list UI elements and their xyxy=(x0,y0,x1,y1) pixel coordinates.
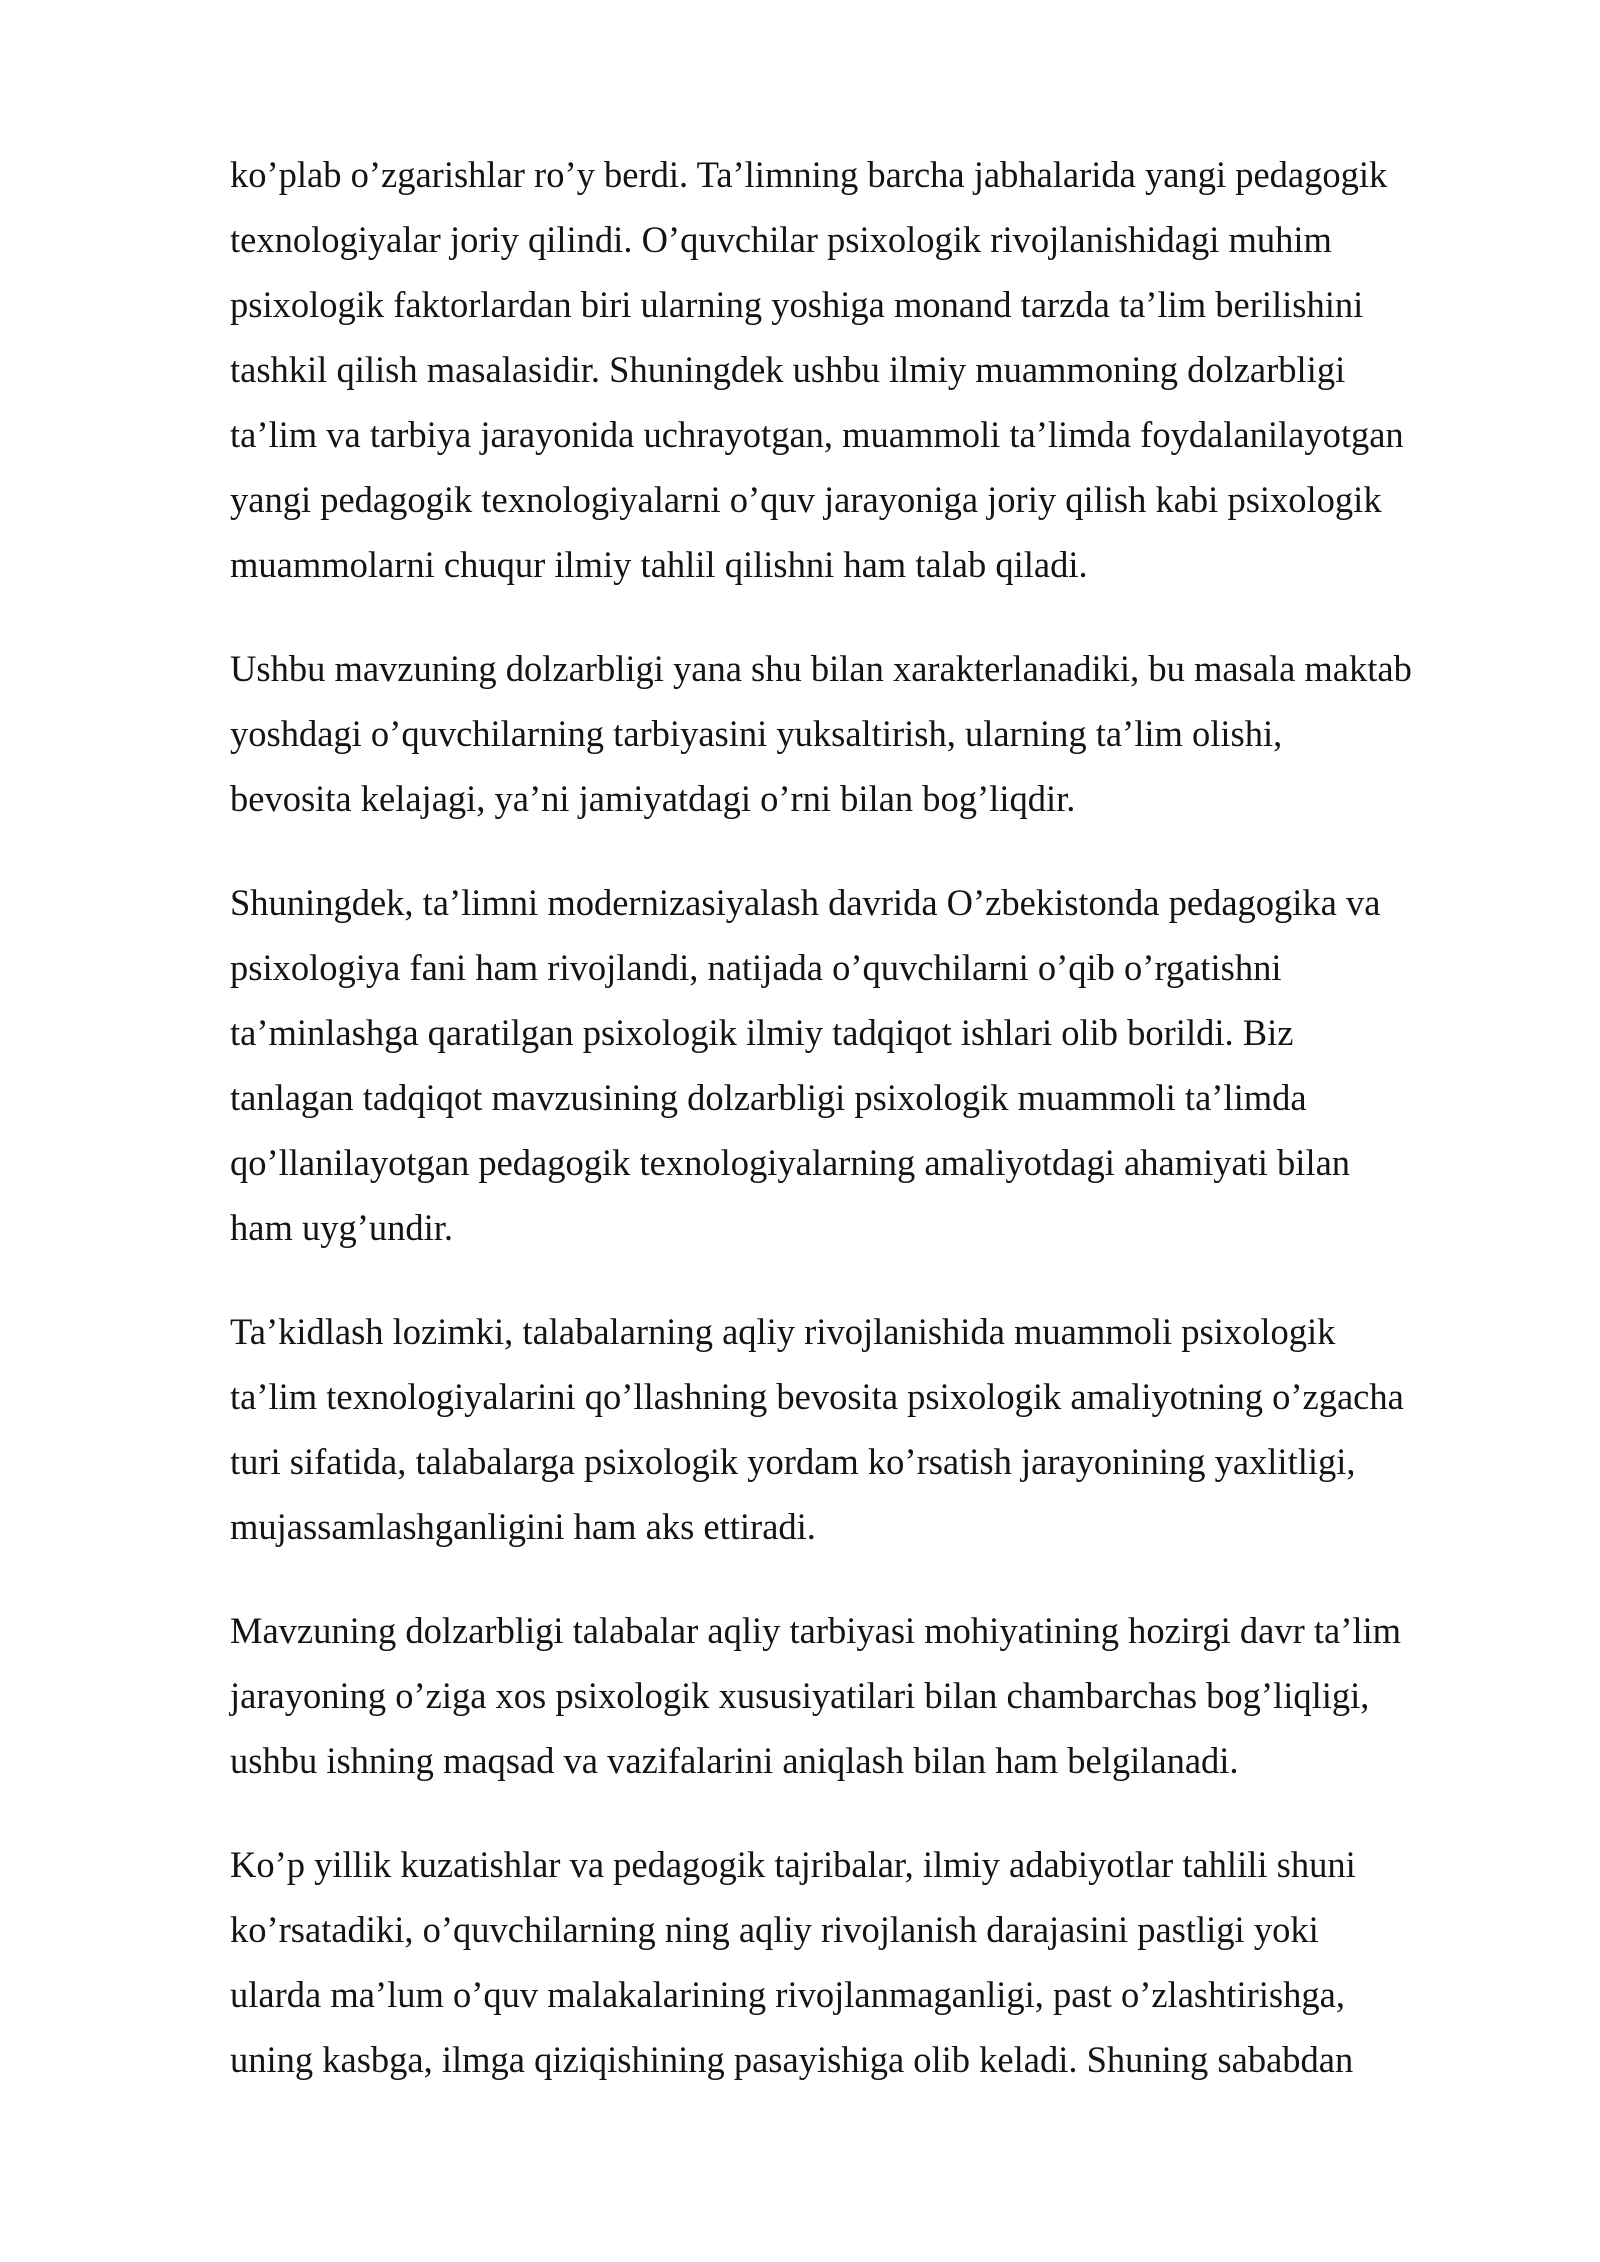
text-line: texnologiyalar joriy qilindi. O’quvchilar psixologik rivojlanishidagi muhim xyxy=(230,219,1332,260)
paragraph-3 xyxy=(230,870,1470,1260)
text-line: ta’lim va tarbiya jarayonida uchrayotgan, muammoli ta’limda foydalanilayotgan xyxy=(230,414,1404,455)
text-line: ham uyg’undir. xyxy=(230,1207,454,1248)
text-line: yangi pedagogik texnologiyalarni o’quv jarayoniga joriy qilish kabi psixologik xyxy=(230,479,1382,520)
text-line: Shuningdek, ta’limni modernizasiyalash davrida O’zbekistonda pedagogika va xyxy=(230,882,1381,923)
text-line: psixologiya fani ham rivojlandi, natijada o’quvchilarni o’qib o’rgatishni xyxy=(230,947,1282,988)
text-line: ko’plab o’zgarishlar ro’y berdi. Ta’limning barcha jabhalarida yangi pedagogik xyxy=(230,154,1388,195)
paragraph-1 xyxy=(230,142,1470,597)
text-line: yoshdagi o’quvchilarning tarbiyasini yuksaltirish, ularning ta’lim olishi, xyxy=(230,713,1283,754)
text-line: Ushbu mavzuning dolzarbligi yana shu bilan xarakterlanadiki, bu masala maktab xyxy=(230,648,1412,689)
text-line: Ta’kidlash lozimki, talabalarning aqliy rivojlanishida muammoli psixologik xyxy=(230,1311,1336,1352)
text-line: turi sifatida, talabalarga psixologik yordam ko’rsatish jarayonining yaxlitligi, xyxy=(230,1441,1356,1482)
text-line: bevosita kelajagi, ya’ni jamiyatdagi o’rni bilan bog’liqdir. xyxy=(230,778,1076,819)
text-line: jarayoning o’ziga xos psixologik xususiyatilari bilan chambarchas bog’liqligi, xyxy=(230,1675,1370,1716)
text-line: Mavzuning dolzarbligi talabalar aqliy tarbiyasi mohiyatining hozirgi davr ta’lim xyxy=(230,1610,1402,1651)
text-line: uning kasbga, ilmga qiziqishining pasayishiga olib keladi. Shuning sababdan xyxy=(230,2039,1354,2080)
text-line: muammolarni chuqur ilmiy tahlil qilishni ham talab qiladi. xyxy=(230,544,1088,585)
text-line: ta’minlashga qaratilgan psixologik ilmiy tadqiqot ishlari olib borildi. Biz xyxy=(230,1012,1294,1053)
text-line: ularda ma’lum o’quv malakalarining rivojlanmaganligi, past o’zlashtirishga, xyxy=(230,1974,1345,2015)
text-line: Ko’p yillik kuzatishlar va pedagogik tajribalar, ilmiy adabiyotlar tahlili shuni xyxy=(230,1844,1356,1885)
text-line: qo’llanilayotgan pedagogik texnologiyalarning amaliyotdagi ahamiyati bilan xyxy=(230,1142,1351,1183)
text-line: ko’rsatadiki, o’quvchilarning ning aqliy rivojlanish darajasini pastligi yoki xyxy=(230,1909,1319,1950)
text-line: tanlagan tadqiqot mavzusining dolzarbligi psixologik muammoli ta’limda xyxy=(230,1077,1307,1118)
text-line: tashkil qilish masalasidir. Shuningdek ushbu ilmiy muammoning dolzarbligi xyxy=(230,349,1346,390)
text-line: ushbu ishning maqsad va vazifalarini aniqlash bilan ham belgilanadi. xyxy=(230,1740,1239,1781)
text-line: mujassamlashganligini ham aks ettiradi. xyxy=(230,1506,816,1547)
text-line: psixologik faktorlardan biri ularning yoshiga monand tarzda ta’lim berilishini xyxy=(230,284,1364,325)
paragraph-5 xyxy=(230,1598,1470,1793)
text-line: ta’lim texnologiyalarini qo’llashning bevosita psixologik amaliyotning o’zgacha xyxy=(230,1376,1404,1417)
paragraph-6 xyxy=(230,1832,1470,2092)
paragraph-2 xyxy=(230,636,1470,831)
document-body xyxy=(230,142,1470,2131)
paragraph-4 xyxy=(230,1299,1470,1559)
